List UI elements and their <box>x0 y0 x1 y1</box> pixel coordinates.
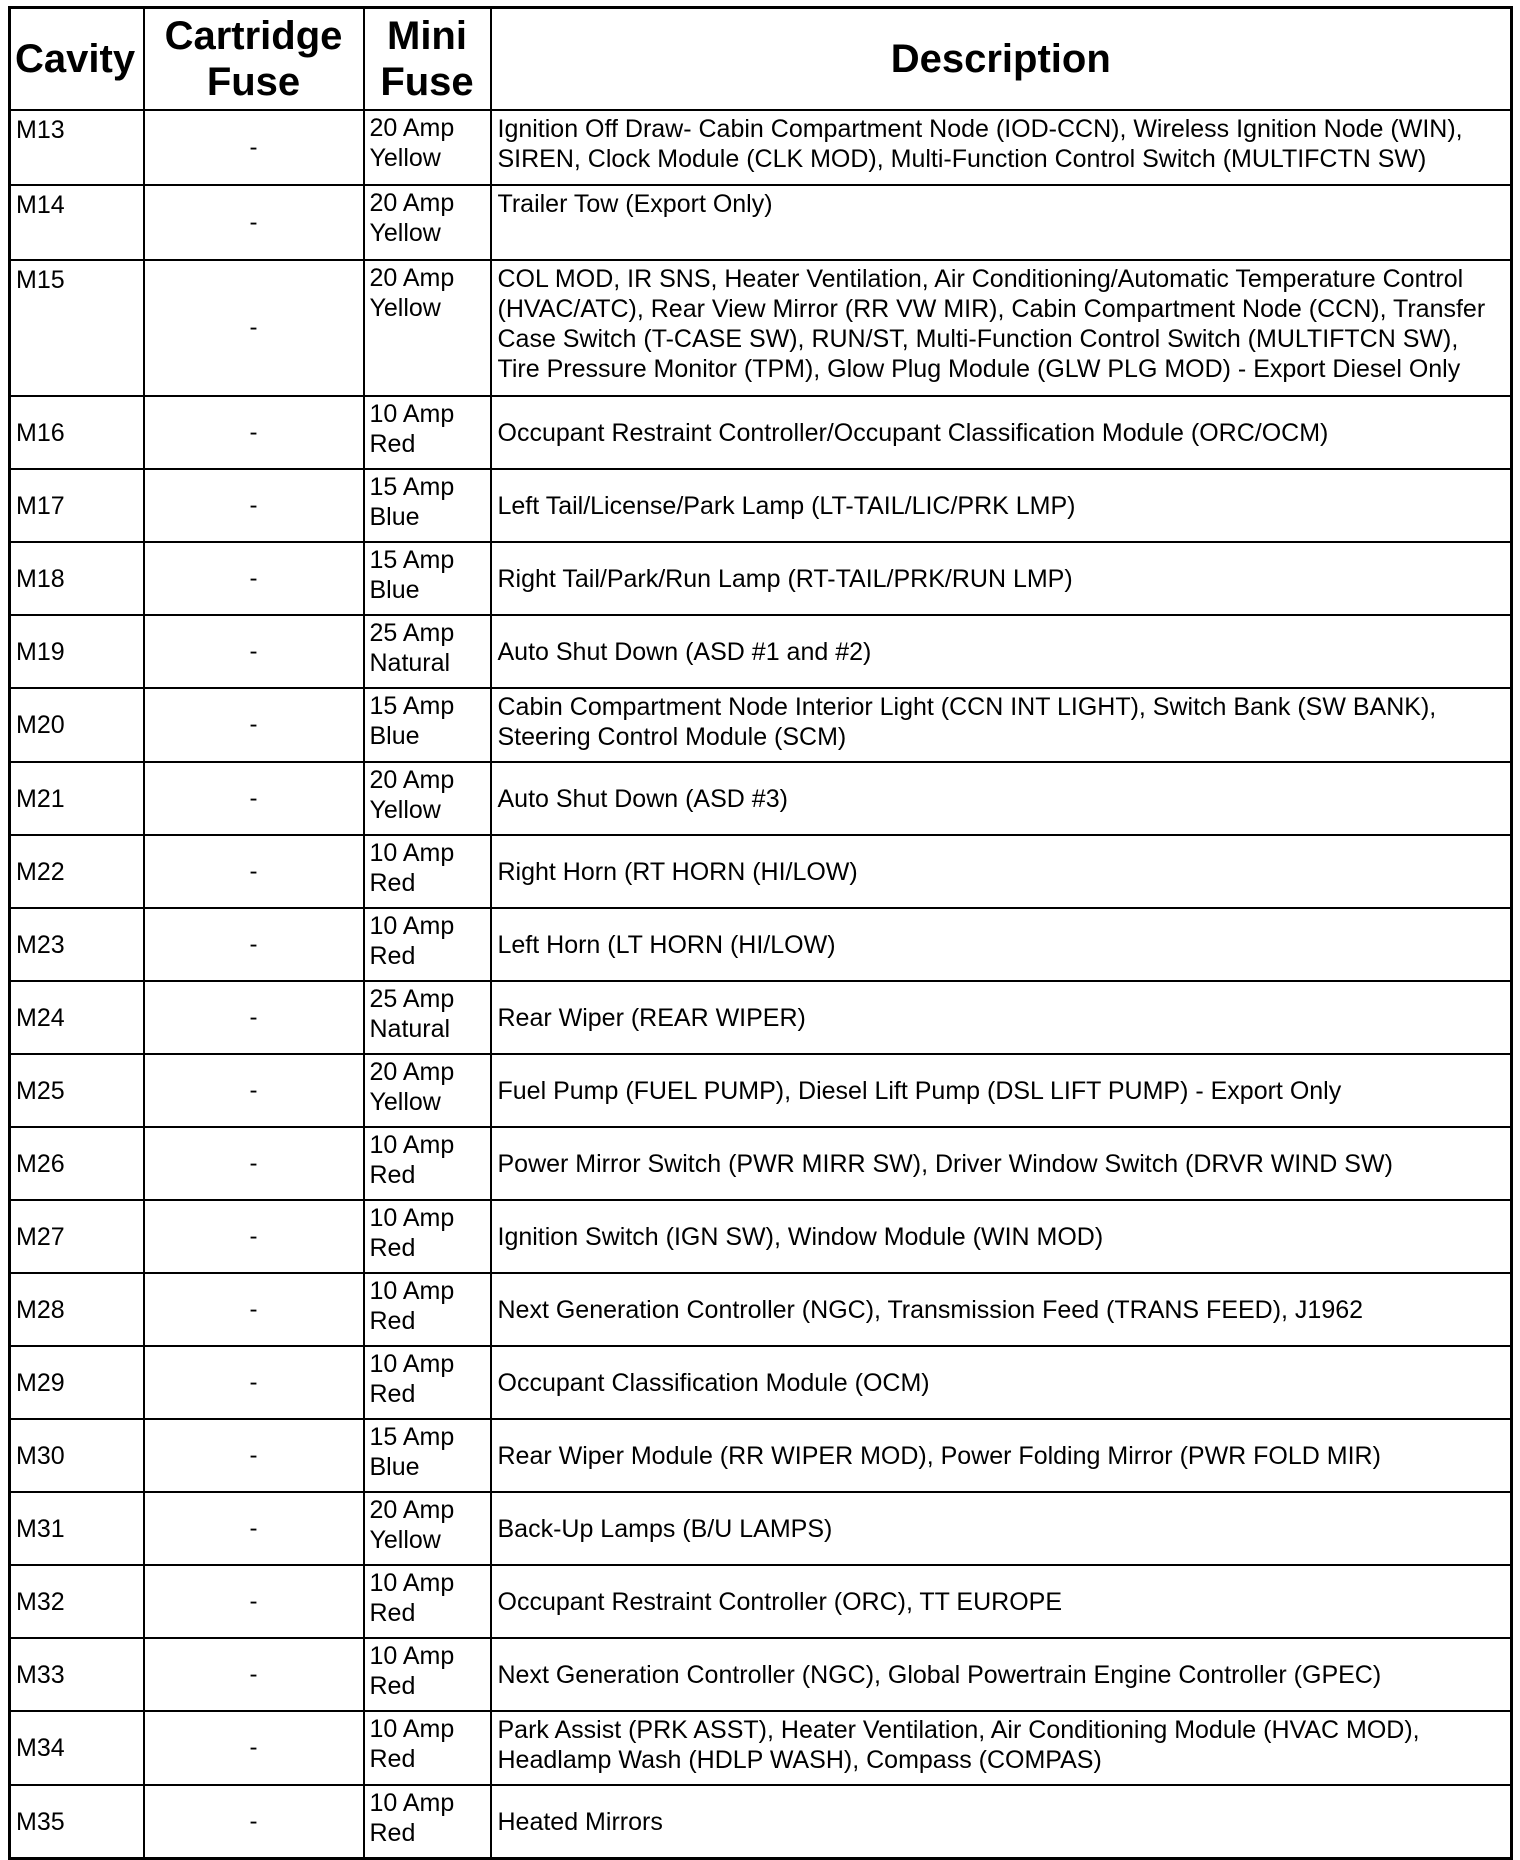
fuse-amperage: 20 Amp <box>369 264 455 292</box>
description-line: Park Assist (PRK ASST), Heater Ventilation, Air Conditioning Module (HVAC MOD), <box>497 1716 1420 1744</box>
table-row <box>10 1127 1512 1200</box>
table-row <box>10 1565 1512 1638</box>
fuse-amperage: 15 Amp <box>369 1423 455 1451</box>
mini-fuse-cell <box>364 908 491 981</box>
table-row <box>10 688 1512 762</box>
header-mini-fuse <box>364 8 491 111</box>
mini-fuse-cell <box>364 1492 491 1565</box>
mini-fuse-cell <box>364 542 491 615</box>
cartridge-fuse-cell: - <box>144 1127 364 1200</box>
description-cell <box>491 110 1512 185</box>
mini-fuse-cell <box>364 1711 491 1785</box>
cartridge-fuse-cell: - <box>144 185 364 260</box>
cartridge-fuse-cell: - <box>144 835 364 908</box>
fuse-amperage: 10 Amp <box>369 400 455 428</box>
description-cell <box>491 1711 1512 1785</box>
cavity-cell: M19 <box>10 615 144 688</box>
mini-fuse-cell <box>364 981 491 1054</box>
fuse-amperage: 10 Amp <box>369 1715 455 1743</box>
mini-fuse-cell <box>364 1785 491 1859</box>
cartridge-fuse-cell: - <box>144 1638 364 1711</box>
mini-fuse-cell <box>364 1200 491 1273</box>
fuse-amperage: 10 Amp <box>369 1789 455 1817</box>
description-cell <box>491 260 1512 396</box>
description-cell <box>491 615 1512 688</box>
table-row <box>10 1785 1512 1859</box>
cartridge-fuse-cell: - <box>144 469 364 542</box>
cartridge-fuse-cell: - <box>144 1492 364 1565</box>
fuse-color: Natural <box>369 1015 451 1043</box>
fuse-amperage: 10 Amp <box>369 1277 455 1305</box>
mini-fuse-cell <box>364 1565 491 1638</box>
mini-fuse-cell <box>364 615 491 688</box>
header-cartridge-fuse-line: Fuse <box>206 60 301 104</box>
cavity-cell: M28 <box>10 1273 144 1346</box>
cartridge-fuse-cell: - <box>144 542 364 615</box>
fuse-amperage: 10 Amp <box>369 1204 455 1232</box>
table-row <box>10 615 1512 688</box>
cartridge-fuse-cell: - <box>144 688 364 762</box>
fuse-color: Yellow <box>369 144 441 172</box>
cavity-cell: M31 <box>10 1492 144 1565</box>
cavity-cell: M27 <box>10 1200 144 1273</box>
cavity-cell: M35 <box>10 1785 144 1859</box>
description-line: COL MOD, IR SNS, Heater Ventilation, Air Conditioning/Automatic Temperature Control <box>497 265 1464 293</box>
cartridge-fuse-cell: - <box>144 1054 364 1127</box>
description-line: Occupant Restraint Controller/Occupant Classification Module (ORC/OCM) <box>497 418 1329 447</box>
cartridge-fuse-cell: - <box>144 1273 364 1346</box>
description-line: Case Switch (T-CASE SW), RUN/ST, Multi-Function Control Switch (MULTIFTCN SW), <box>497 325 1459 353</box>
fuse-amperage: 20 Amp <box>369 1496 455 1524</box>
fuse-amperage: 20 Amp <box>369 189 455 217</box>
description-line: Right Horn (RT HORN (HI/LOW) <box>497 857 858 886</box>
cavity-cell: M34 <box>10 1711 144 1785</box>
fuse-color: Yellow <box>369 1526 441 1554</box>
mini-fuse-cell <box>364 469 491 542</box>
fuse-amperage: 10 Amp <box>369 1131 455 1159</box>
description-line: Auto Shut Down (ASD #3) <box>497 784 788 813</box>
cavity-cell: M18 <box>10 542 144 615</box>
header-cartridge-fuse <box>144 8 364 111</box>
fuse-color: Red <box>369 1380 416 1408</box>
table-row <box>10 1638 1512 1711</box>
mini-fuse-cell <box>364 1127 491 1200</box>
cavity-cell: M32 <box>10 1565 144 1638</box>
cartridge-fuse-cell: - <box>144 1565 364 1638</box>
fuse-color: Blue <box>369 576 420 604</box>
cartridge-fuse-cell: - <box>144 1346 364 1419</box>
table-row <box>10 835 1512 908</box>
fuse-color: Red <box>369 1307 416 1335</box>
fuse-color: Blue <box>369 722 420 750</box>
description-cell <box>491 981 1512 1054</box>
fuse-color: Yellow <box>369 796 441 824</box>
mini-fuse-cell <box>364 110 491 185</box>
header-cavity: Cavity <box>10 8 144 111</box>
table-row <box>10 908 1512 981</box>
description-line: Trailer Tow (Export Only) <box>497 190 773 218</box>
description-cell <box>491 688 1512 762</box>
fuse-amperage: 25 Amp <box>369 985 455 1013</box>
description-line: Rear Wiper Module (RR WIPER MOD), Power Folding Mirror (PWR FOLD MIR) <box>497 1441 1381 1470</box>
mini-fuse-cell <box>364 688 491 762</box>
description-cell <box>491 542 1512 615</box>
mini-fuse-cell <box>364 1273 491 1346</box>
description-cell <box>491 469 1512 542</box>
cartridge-fuse-cell: - <box>144 260 364 396</box>
fuse-color: Red <box>369 1745 416 1773</box>
cartridge-fuse-cell: - <box>144 110 364 185</box>
cavity-cell: M26 <box>10 1127 144 1200</box>
table-row <box>10 762 1512 835</box>
cavity-cell: M33 <box>10 1638 144 1711</box>
table-row <box>10 469 1512 542</box>
table-row <box>10 1273 1512 1346</box>
cartridge-fuse-cell: - <box>144 908 364 981</box>
cavity-cell: M15 <box>10 260 144 396</box>
description-cell <box>491 396 1512 469</box>
fuse-amperage: 20 Amp <box>369 1058 455 1086</box>
description-cell <box>491 1200 1512 1273</box>
mini-fuse-cell <box>364 1054 491 1127</box>
description-line: Heated Mirrors <box>497 1807 663 1836</box>
cartridge-fuse-cell: - <box>144 1785 364 1859</box>
table-row <box>10 1492 1512 1565</box>
description-line: Left Tail/License/Park Lamp (LT-TAIL/LIC/PRK LMP) <box>497 491 1076 520</box>
description-line: SIREN, Clock Module (CLK MOD), Multi-Function Control Switch (MULTIFCTN SW) <box>497 145 1427 173</box>
table-row <box>10 1711 1512 1785</box>
description-line: Ignition Switch (IGN SW), Window Module (WIN MOD) <box>497 1222 1104 1251</box>
table-row <box>10 1346 1512 1419</box>
description-line: Steering Control Module (SCM) <box>497 723 847 751</box>
description-cell <box>491 1492 1512 1565</box>
mini-fuse-cell <box>364 396 491 469</box>
description-line: Tire Pressure Monitor (TPM), Glow Plug Module (GLW PLG MOD) - Export Diesel Only <box>497 355 1461 383</box>
fuse-color: Red <box>369 1161 416 1189</box>
table-row <box>10 260 1512 396</box>
fuse-color: Natural <box>369 649 451 677</box>
description-cell <box>491 1273 1512 1346</box>
cartridge-fuse-cell: - <box>144 981 364 1054</box>
mini-fuse-cell <box>364 1346 491 1419</box>
cavity-cell: M21 <box>10 762 144 835</box>
fuse-color: Blue <box>369 1453 420 1481</box>
description-line: Right Tail/Park/Run Lamp (RT-TAIL/PRK/RUN LMP) <box>497 564 1073 593</box>
header-description: Description <box>491 8 1512 111</box>
fuse-color: Yellow <box>369 294 441 322</box>
description-line: Next Generation Controller (NGC), Transmission Feed (TRANS FEED), J1962 <box>497 1295 1364 1324</box>
description-line: Left Horn (LT HORN (HI/LOW) <box>497 930 836 959</box>
cavity-cell: M29 <box>10 1346 144 1419</box>
fuse-color: Red <box>369 1234 416 1262</box>
fuse-color: Red <box>369 1819 416 1847</box>
fuse-color: Red <box>369 942 416 970</box>
description-line: Back-Up Lamps (B/U LAMPS) <box>497 1514 833 1543</box>
fuse-amperage: 10 Amp <box>369 912 455 940</box>
cartridge-fuse-cell: - <box>144 762 364 835</box>
cavity-cell: M13 <box>10 110 144 185</box>
description-cell <box>491 1127 1512 1200</box>
fuse-amperage: 20 Amp <box>369 766 455 794</box>
description-line: Rear Wiper (REAR WIPER) <box>497 1003 806 1032</box>
mini-fuse-cell <box>364 835 491 908</box>
description-line: Power Mirror Switch (PWR MIRR SW), Driver Window Switch (DRVR WIND SW) <box>497 1149 1393 1178</box>
fuse-amperage: 15 Amp <box>369 546 455 574</box>
mini-fuse-cell <box>364 762 491 835</box>
fuse-color: Blue <box>369 503 420 531</box>
cavity-cell: M16 <box>10 396 144 469</box>
table-row <box>10 185 1512 260</box>
table-row <box>10 396 1512 469</box>
header-row <box>10 8 1512 111</box>
description-cell <box>491 1785 1512 1859</box>
mini-fuse-cell <box>364 1638 491 1711</box>
description-cell <box>491 908 1512 981</box>
fuse-color: Red <box>369 1599 416 1627</box>
description-line: Occupant Classification Module (OCM) <box>497 1368 930 1397</box>
fuse-amperage: 15 Amp <box>369 473 455 501</box>
description-cell <box>491 762 1512 835</box>
cartridge-fuse-cell: - <box>144 396 364 469</box>
description-line: (HVAC/ATC), Rear View Mirror (RR VW MIR), Cabin Compartment Node (CCN), Transfer <box>497 295 1486 323</box>
header-mini-fuse-line: Mini <box>387 14 467 58</box>
description-cell <box>491 1054 1512 1127</box>
fuse-amperage: 15 Amp <box>369 692 455 720</box>
fuse-color: Red <box>369 1672 416 1700</box>
description-cell <box>491 185 1512 260</box>
description-line: Ignition Off Draw- Cabin Compartment Node (IOD-CCN), Wireless Ignition Node (WIN), <box>497 115 1463 143</box>
description-line: Next Generation Controller (NGC), Global Powertrain Engine Controller (GPEC) <box>497 1660 1382 1689</box>
cavity-cell: M22 <box>10 835 144 908</box>
fuse-amperage: 25 Amp <box>369 619 455 647</box>
cavity-cell: M30 <box>10 1419 144 1492</box>
fuse-amperage: 10 Amp <box>369 1569 455 1597</box>
table-row <box>10 1200 1512 1273</box>
fuse-amperage: 10 Amp <box>369 1642 455 1670</box>
fuse-amperage: 10 Amp <box>369 1350 455 1378</box>
description-line: Fuel Pump (FUEL PUMP), Diesel Lift Pump (DSL LIFT PUMP) - Export Only <box>497 1076 1342 1105</box>
cartridge-fuse-cell: - <box>144 1419 364 1492</box>
table-row <box>10 1054 1512 1127</box>
table-row <box>10 542 1512 615</box>
description-cell <box>491 1346 1512 1419</box>
fuse-amperage: 10 Amp <box>369 839 455 867</box>
fuse-color: Red <box>369 869 416 897</box>
cavity-cell: M17 <box>10 469 144 542</box>
description-cell <box>491 1419 1512 1492</box>
mini-fuse-cell <box>364 260 491 396</box>
table-row <box>10 981 1512 1054</box>
cartridge-fuse-cell: - <box>144 1711 364 1785</box>
header-mini-fuse-line: Fuse <box>380 60 474 104</box>
description-line: Occupant Restraint Controller (ORC), TT EUROPE <box>497 1587 1063 1616</box>
cavity-cell: M24 <box>10 981 144 1054</box>
fuse-color: Yellow <box>369 219 441 247</box>
header-cartridge-fuse-line: Cartridge <box>164 14 343 58</box>
cavity-cell: M25 <box>10 1054 144 1127</box>
table-row <box>10 110 1512 185</box>
description-line: Headlamp Wash (HDLP WASH), Compass (COMPAS) <box>497 1746 1102 1774</box>
fuse-table-body <box>10 110 1512 1859</box>
fuse-table <box>8 6 1513 1860</box>
fuse-color: Red <box>369 430 416 458</box>
mini-fuse-cell <box>364 1419 491 1492</box>
description-line: Cabin Compartment Node Interior Light (CCN INT LIGHT), Switch Bank (SW BANK), <box>497 693 1437 721</box>
description-line: Auto Shut Down (ASD #1 and #2) <box>497 637 872 666</box>
mini-fuse-cell <box>364 185 491 260</box>
fuse-color: Yellow <box>369 1088 441 1116</box>
cavity-cell: M14 <box>10 185 144 260</box>
fuse-amperage: 20 Amp <box>369 114 455 142</box>
description-cell <box>491 835 1512 908</box>
cartridge-fuse-cell: - <box>144 1200 364 1273</box>
cartridge-fuse-cell: - <box>144 615 364 688</box>
table-row <box>10 1419 1512 1492</box>
cavity-cell: M23 <box>10 908 144 981</box>
description-cell <box>491 1638 1512 1711</box>
description-cell <box>491 1565 1512 1638</box>
cavity-cell: M20 <box>10 688 144 762</box>
